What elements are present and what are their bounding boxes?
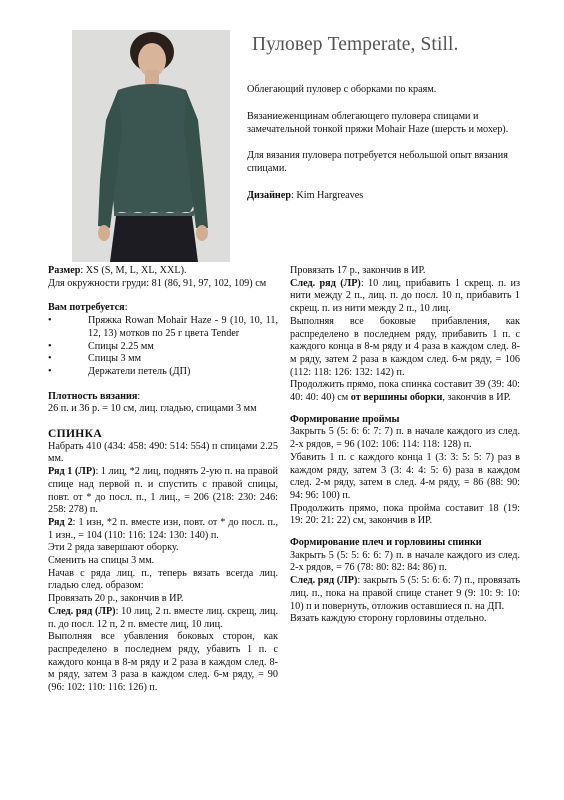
gauge-label: Плотность вязания — [48, 390, 138, 402]
row-instruction: След. ряд (ЛР): 10 лиц, 2 п. вместе лиц. скрещ, лиц. п. до посл. 12 п, 2 п. вместе лиц, 10 лиц. — [48, 605, 278, 630]
intro-paragraph: Вязаниеженщинам облегающего пуловера спицами и замечательной тонкой пряжи Mohair Haze (шерсть и мохер). — [247, 110, 509, 135]
list-item: • Держатели петель (ДП) — [48, 365, 191, 377]
left-column — [48, 265, 278, 695]
section-heading-shoulder: Формирование плеч и горловины спинки — [290, 537, 482, 549]
paragraph: Провязать 17 р., закончив в ИР. — [290, 265, 426, 276]
section-heading-back: СПИНКА — [48, 427, 103, 441]
size-label: Размер — [48, 265, 81, 276]
paragraph: Продолжить прямо, пока пройма составит 18 (19: 19: 20: 21: 22) см, закончив в ИР. — [290, 502, 520, 527]
paragraph: Продолжить прямо, пока спинка составит 39 (39: 40: 40: 40: 40) см от вершины оборки, закончив в ИР. — [290, 379, 520, 404]
gauge-heading: Плотность вязания: — [48, 390, 141, 402]
materials-heading: Вам потребуется: — [48, 302, 128, 314]
intro-paragraph: Облегающий пуловер с оборками по краям. — [247, 84, 437, 95]
row-instruction: Ряд 1 (ЛР): 1 лиц, *2 лиц, поднять 2-ую п. на правой спице над первой п. и спустить с правой спицы, повт. от * до посл. п., 1 лиц., = 206 (218: 230: 246: 258: 278) п. — [48, 466, 278, 516]
row-instruction: След. ряд (ЛР): 10 лиц, прибавить 1 скрещ. п. из нити между 2 п., лиц. п. до посл. 10 п, прибавить 1 скрещ. п. из нити между 2 п., 10 лиц. — [290, 277, 520, 315]
paragraph: Выполняя все боковые прибавления, как распределено в последнем ряду, прибавить 1 п. с каждого конца в 8-м ряду и 4 раза в каждом след. 8-м ряду, затем 2 раза в каждом след. 6-м ряду, = 106 (112: 118: 126: 132: 142) п. — [290, 315, 520, 378]
list-item: • Спицы 3 мм — [48, 353, 142, 365]
size-values: : XS (S, M, L, XL, XXL). — [80, 265, 187, 276]
paragraph: Сменить на спицы 3 мм. — [48, 555, 155, 567]
paragraph: Эти 2 ряда завершают оборку. — [48, 542, 179, 554]
right-column — [290, 265, 520, 626]
paragraph: Провязать 20 р., закончив в ИР. — [48, 593, 184, 605]
paragraph: Выполняя все убавления боковых сторон, как распределено в последнем ряду, убавить 1 п. с каждого конца в 8-м ряду и 2 раза в каждом след. 8-м ряду, затем 3 раза в каждом след. 6-м ряду, = 90 (96: 102: 110: 116: 126) п. — [48, 631, 278, 694]
gauge-text: 26 п. и 36 р. = 10 см, лиц. гладью, спицами 3 мм — [48, 403, 257, 415]
paragraph: Закрыть 5 (5: 6: 6: 7: 7) п. в начале каждого из след. 2-х рядов, = 96 (102: 106: 114: 118: 128) п. — [290, 426, 520, 451]
size-line — [48, 265, 278, 278]
size-chest: Для окружности груди: 81 (86, 91, 97, 102, 109) см — [48, 277, 267, 289]
paragraph: Закрыть 5 (5: 5: 6: 6: 7) п. в начале каждого из след. 2-х рядов, = 76 (78: 80: 82: 84: 86) п. — [290, 549, 520, 574]
designer-label: Дизайнер — [247, 189, 291, 201]
designer-name: : Kim Hargreaves — [291, 189, 364, 201]
intro-block — [247, 84, 519, 217]
product-photo — [72, 30, 230, 262]
materials-label: Вам потребуется — [48, 302, 125, 314]
list-item: • Пряжка Rowan Mohair Haze - 9 (10, 10, 11, 12, 13) мотков по 25 г цвета Tender — [48, 315, 278, 339]
designer-line — [247, 190, 519, 203]
intro-paragraph: Для вязания пуловера потребуется небольшой опыт вязания спицами. — [247, 150, 508, 175]
row-instruction: Ряд 2: 1 изн, *2 п. вместе изн, повт. от * до посл. п., 1 изн., = 104 (110: 116: 124: 130: 140) п. — [48, 516, 279, 541]
paragraph: Начав с ряда лиц. п., теперь вязать всегда лиц. гладью след. образом: — [48, 567, 278, 592]
page-title: Пуловер Temperate, Still. — [252, 34, 459, 55]
list-item: • Спицы 2.25 мм — [48, 340, 154, 352]
paragraph: Вязать каждую сторону горловины отдельно. — [290, 613, 487, 625]
paragraph: Набрать 410 (434: 458: 490: 514: 554) п спицами 2.25 мм. — [48, 440, 278, 465]
section-heading-armhole: Формирование проймы — [290, 413, 400, 425]
row-instruction: След. ряд (ЛР): закрыть 5 (5: 5: 6: 6: 7) п., провязать лиц. п., пока на правой спице станет 9 (9: 10: 9: 10: 10) п и повернуть, отложив оставшиеся п. на ДП. — [290, 575, 520, 612]
model-wearing-sweater-image — [72, 30, 230, 262]
paragraph: Убавить 1 п. с каждого конца 1 (3: 3: 5: 5: 7) раз в каждом ряду, затем 3 (3: 4: 4: 5: 6) раза в каждом след. 2-м ряду, затем в след. 4-м ряду, = 86 (88: 90: 94: 96: 100) п. — [290, 451, 520, 501]
